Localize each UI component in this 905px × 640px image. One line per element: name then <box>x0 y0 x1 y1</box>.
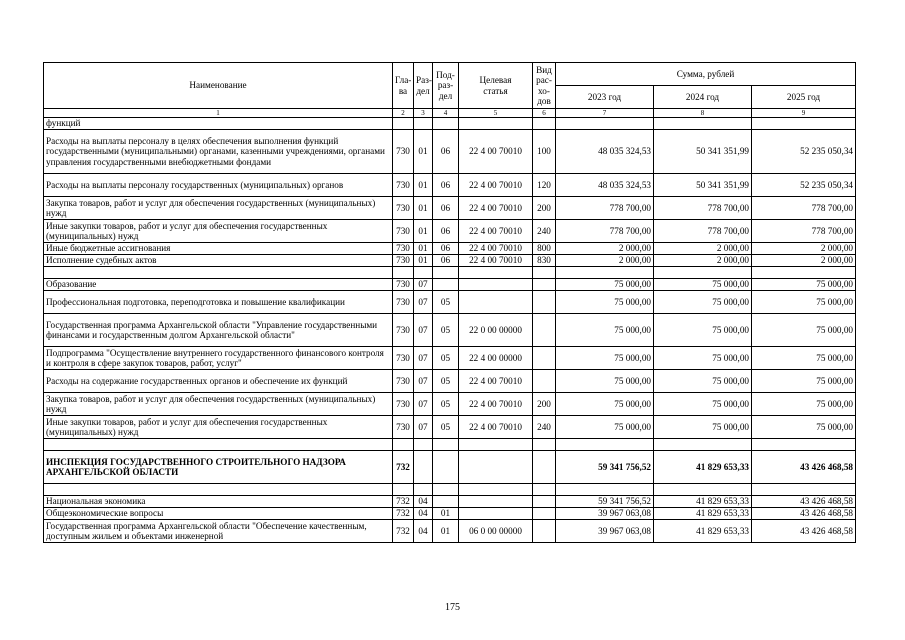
table-row <box>44 197 856 220</box>
sum-2024-cell: 2 000,00 <box>654 255 752 267</box>
target-article-cell: 06 0 00 00000 <box>459 520 533 543</box>
podrazdel-cell: 05 <box>433 416 459 439</box>
sum-2024-cell: 75 000,00 <box>654 347 752 370</box>
razdel-cell: 07 <box>414 347 433 370</box>
header-razdel: Раз- дел <box>414 63 433 109</box>
blank-row <box>44 267 856 279</box>
expense-type-cell <box>533 291 556 314</box>
razdel-cell: 01 <box>414 220 433 243</box>
table-row <box>44 255 856 267</box>
glava-cell: 730 <box>393 130 414 174</box>
glava-cell: 730 <box>393 347 414 370</box>
name-cell: Образование <box>44 279 393 291</box>
target-article-cell: 22 4 00 00000 <box>459 347 533 370</box>
podrazdel-cell: 05 <box>433 291 459 314</box>
expense-type-cell: 200 <box>533 393 556 416</box>
name-cell <box>44 267 393 279</box>
glava-cell: 732 <box>393 496 414 508</box>
razdel-cell: 01 <box>414 130 433 174</box>
target-article-cell: 22 4 00 70010 <box>459 174 533 197</box>
table-row <box>44 496 856 508</box>
target-article-cell <box>459 439 533 451</box>
table-row <box>44 370 856 393</box>
target-article-cell <box>459 118 533 130</box>
sum-2024-cell: 41 829 653,33 <box>654 451 752 484</box>
expense-type-cell: 100 <box>533 130 556 174</box>
name-cell: функций <box>44 118 393 130</box>
glava-cell: 730 <box>393 370 414 393</box>
header-row-top <box>44 63 856 86</box>
name-cell: Государственная программа Архангельской области "Обеспечение качественным, доступным жильем и объектами инженерной <box>44 520 393 543</box>
header-vid: Вид рас- хо- дов <box>533 63 556 109</box>
expense-type-cell <box>533 279 556 291</box>
sum-2024-cell: 50 341 351,99 <box>654 130 752 174</box>
sum-2024-cell: 778 700,00 <box>654 220 752 243</box>
podrazdel-cell <box>433 451 459 484</box>
sum-2025-cell: 2 000,00 <box>752 255 856 267</box>
sum-2025-cell: 75 000,00 <box>752 291 856 314</box>
sum-2024-cell: 75 000,00 <box>654 393 752 416</box>
table-row <box>44 520 856 543</box>
glava-cell <box>393 439 414 451</box>
razdel-cell <box>414 118 433 130</box>
sum-2023-cell: 75 000,00 <box>556 314 654 347</box>
sum-2023-cell: 2 000,00 <box>556 255 654 267</box>
name-cell: Общеэкономические вопросы <box>44 508 393 520</box>
target-article-cell <box>459 451 533 484</box>
sum-2023-cell: 59 341 756,52 <box>556 496 654 508</box>
target-article-cell: 22 0 00 00000 <box>459 314 533 347</box>
razdel-cell: 07 <box>414 291 433 314</box>
index-cell: 1 <box>44 109 393 118</box>
sum-2024-cell: 75 000,00 <box>654 314 752 347</box>
sum-2024-cell <box>654 484 752 496</box>
blank-row <box>44 484 856 496</box>
table-row <box>44 291 856 314</box>
podrazdel-cell: 01 <box>433 508 459 520</box>
sum-2023-cell <box>556 267 654 279</box>
podrazdel-cell: 05 <box>433 370 459 393</box>
expense-type-cell <box>533 267 556 279</box>
name-cell: Расходы на содержание государственных органов и обеспечение их функций <box>44 370 393 393</box>
sum-2023-cell: 48 035 324,53 <box>556 174 654 197</box>
target-article-cell: 22 4 00 70010 <box>459 197 533 220</box>
podrazdel-cell: 06 <box>433 243 459 255</box>
sum-2023-cell: 778 700,00 <box>556 197 654 220</box>
table-row <box>44 118 856 130</box>
sum-2024-cell: 75 000,00 <box>654 291 752 314</box>
expense-type-cell <box>533 451 556 484</box>
glava-cell: 732 <box>393 451 414 484</box>
sum-2025-cell: 778 700,00 <box>752 220 856 243</box>
index-cell: 5 <box>459 109 533 118</box>
sum-2025-cell: 52 235 050,34 <box>752 174 856 197</box>
target-article-cell <box>459 291 533 314</box>
sum-2024-cell: 75 000,00 <box>654 416 752 439</box>
index-cell: 2 <box>393 109 414 118</box>
name-cell: Расходы на выплаты персоналу в целях обеспечения выполнения функций государственными (муниципальными) органами, казенными учреждениями, органами управления государственными внебюджетными фондами <box>44 130 393 174</box>
name-cell: Расходы на выплаты персоналу государственных (муниципальных) органов <box>44 174 393 197</box>
target-article-cell: 22 4 00 70010 <box>459 370 533 393</box>
table-row <box>44 314 856 347</box>
glava-cell: 730 <box>393 197 414 220</box>
table-row <box>44 174 856 197</box>
expense-type-cell <box>533 118 556 130</box>
sum-2023-cell: 75 000,00 <box>556 393 654 416</box>
sum-2025-cell: 43 426 468,58 <box>752 508 856 520</box>
name-cell <box>44 439 393 451</box>
sum-2025-cell: 75 000,00 <box>752 279 856 291</box>
glava-cell: 732 <box>393 508 414 520</box>
sum-2025-cell: 43 426 468,58 <box>752 520 856 543</box>
glava-cell: 730 <box>393 243 414 255</box>
name-cell: Национальная экономика <box>44 496 393 508</box>
sum-2025-cell: 52 235 050,34 <box>752 130 856 174</box>
glava-cell: 730 <box>393 279 414 291</box>
target-article-cell <box>459 279 533 291</box>
podrazdel-cell <box>433 484 459 496</box>
name-cell: Профессиональная подготовка, переподготовка и повышение квалификации <box>44 291 393 314</box>
sum-2025-cell <box>752 267 856 279</box>
header-2024: 2024 год <box>654 86 752 109</box>
table-body <box>44 118 856 543</box>
glava-cell <box>393 118 414 130</box>
glava-cell <box>393 484 414 496</box>
expense-type-cell: 240 <box>533 416 556 439</box>
razdel-cell: 07 <box>414 393 433 416</box>
glava-cell: 730 <box>393 314 414 347</box>
header-glava: Гла- ва <box>393 63 414 109</box>
name-cell: Исполнение судебных актов <box>44 255 393 267</box>
razdel-cell: 07 <box>414 416 433 439</box>
podrazdel-cell <box>433 439 459 451</box>
table-row <box>44 347 856 370</box>
index-cell: 4 <box>433 109 459 118</box>
sum-2023-cell: 75 000,00 <box>556 279 654 291</box>
sum-2024-cell: 41 829 653,33 <box>654 496 752 508</box>
podrazdel-cell: 06 <box>433 130 459 174</box>
expense-type-cell <box>533 347 556 370</box>
sum-2024-cell <box>654 118 752 130</box>
razdel-cell: 04 <box>414 508 433 520</box>
target-article-cell <box>459 508 533 520</box>
table-row <box>44 220 856 243</box>
sum-2025-cell: 778 700,00 <box>752 197 856 220</box>
podrazdel-cell: 05 <box>433 314 459 347</box>
sum-2024-cell: 75 000,00 <box>654 370 752 393</box>
sum-2024-cell: 50 341 351,99 <box>654 174 752 197</box>
target-article-cell: 22 4 00 70010 <box>459 416 533 439</box>
glava-cell: 730 <box>393 174 414 197</box>
podrazdel-cell: 05 <box>433 393 459 416</box>
sum-2023-cell <box>556 118 654 130</box>
table-row <box>44 508 856 520</box>
podrazdel-cell: 06 <box>433 174 459 197</box>
sum-2024-cell: 41 829 653,33 <box>654 520 752 543</box>
index-cell: 6 <box>533 109 556 118</box>
name-cell: Иные бюджетные ассигнования <box>44 243 393 255</box>
table-row <box>44 130 856 174</box>
podrazdel-cell: 06 <box>433 255 459 267</box>
sum-2023-cell: 75 000,00 <box>556 370 654 393</box>
podrazdel-cell <box>433 496 459 508</box>
header-celevaya: Целевая статья <box>459 63 533 109</box>
razdel-cell <box>414 267 433 279</box>
expense-type-cell <box>533 520 556 543</box>
razdel-cell <box>414 484 433 496</box>
razdel-cell: 01 <box>414 243 433 255</box>
glava-cell: 732 <box>393 520 414 543</box>
sum-2024-cell: 41 829 653,33 <box>654 508 752 520</box>
sum-2025-cell <box>752 484 856 496</box>
expense-type-cell <box>533 370 556 393</box>
sum-2024-cell: 778 700,00 <box>654 197 752 220</box>
header-summa: Сумма, рублей <box>556 63 856 86</box>
header-2023: 2023 год <box>556 86 654 109</box>
razdel-cell: 07 <box>414 314 433 347</box>
sum-2023-cell: 39 967 063,08 <box>556 520 654 543</box>
target-article-cell: 22 4 00 70010 <box>459 130 533 174</box>
index-cell: 8 <box>654 109 752 118</box>
header-podrazdel: Под- раз- дел <box>433 63 459 109</box>
expense-type-cell <box>533 314 556 347</box>
table-row <box>44 393 856 416</box>
expense-type-cell: 800 <box>533 243 556 255</box>
name-cell <box>44 484 393 496</box>
name-cell: Иные закупки товаров, работ и услуг для обеспечения государственных (муниципальных) нужд <box>44 220 393 243</box>
podrazdel-cell <box>433 279 459 291</box>
target-article-cell: 22 4 00 70010 <box>459 255 533 267</box>
expense-type-cell: 830 <box>533 255 556 267</box>
razdel-cell: 07 <box>414 279 433 291</box>
sum-2025-cell: 75 000,00 <box>752 370 856 393</box>
sum-2025-cell <box>752 118 856 130</box>
glava-cell: 730 <box>393 393 414 416</box>
expense-type-cell: 120 <box>533 174 556 197</box>
blank-row <box>44 439 856 451</box>
sum-2023-cell: 75 000,00 <box>556 347 654 370</box>
podrazdel-cell: 05 <box>433 347 459 370</box>
sum-2024-cell <box>654 267 752 279</box>
sum-2023-cell <box>556 484 654 496</box>
header-name: Наименование <box>44 63 393 109</box>
razdel-cell: 04 <box>414 496 433 508</box>
razdel-cell: 07 <box>414 370 433 393</box>
expense-type-cell <box>533 484 556 496</box>
razdel-cell: 01 <box>414 174 433 197</box>
header-2025: 2025 год <box>752 86 856 109</box>
budget-table <box>43 62 856 543</box>
sum-2024-cell: 2 000,00 <box>654 243 752 255</box>
target-article-cell <box>459 484 533 496</box>
podrazdel-cell: 06 <box>433 197 459 220</box>
name-cell: Закупка товаров, работ и услуг для обеспечения государственных (муниципальных) нужд <box>44 197 393 220</box>
podrazdel-cell: 06 <box>433 220 459 243</box>
expense-type-cell: 200 <box>533 197 556 220</box>
sum-2024-cell: 75 000,00 <box>654 279 752 291</box>
index-cell: 7 <box>556 109 654 118</box>
podrazdel-cell <box>433 118 459 130</box>
index-row <box>44 109 856 118</box>
name-cell: Государственная программа Архангельской области "Управление государственными финансами и государственным долгом Архангельской области" <box>44 314 393 347</box>
razdel-cell <box>414 451 433 484</box>
sum-2025-cell: 43 426 468,58 <box>752 496 856 508</box>
sum-2025-cell: 75 000,00 <box>752 347 856 370</box>
target-article-cell: 22 4 00 70010 <box>459 243 533 255</box>
table-row <box>44 243 856 255</box>
sum-2023-cell: 778 700,00 <box>556 220 654 243</box>
sum-2024-cell <box>654 439 752 451</box>
table-row <box>44 451 856 484</box>
podrazdel-cell: 01 <box>433 520 459 543</box>
sum-2023-cell: 2 000,00 <box>556 243 654 255</box>
name-cell: ИНСПЕКЦИЯ ГОСУДАРСТВЕННОГО СТРОИТЕЛЬНОГО НАДЗОРА АРХАНГЕЛЬСКОЙ ОБЛАСТИ <box>44 451 393 484</box>
podrazdel-cell <box>433 267 459 279</box>
table-row <box>44 279 856 291</box>
sum-2025-cell: 2 000,00 <box>752 243 856 255</box>
name-cell: Закупка товаров, работ и услуг для обеспечения государственных (муниципальных) нужд <box>44 393 393 416</box>
expense-type-cell <box>533 508 556 520</box>
sum-2025-cell: 75 000,00 <box>752 393 856 416</box>
razdel-cell <box>414 439 433 451</box>
expense-type-cell <box>533 439 556 451</box>
glava-cell: 730 <box>393 255 414 267</box>
sum-2025-cell: 75 000,00 <box>752 314 856 347</box>
glava-cell <box>393 267 414 279</box>
page-number: 175 <box>445 602 460 613</box>
target-article-cell <box>459 267 533 279</box>
sum-2023-cell: 75 000,00 <box>556 416 654 439</box>
sum-2023-cell: 48 035 324,53 <box>556 130 654 174</box>
sum-2025-cell <box>752 439 856 451</box>
expense-type-cell <box>533 496 556 508</box>
index-cell: 9 <box>752 109 856 118</box>
sum-2025-cell: 43 426 468,58 <box>752 451 856 484</box>
razdel-cell: 01 <box>414 255 433 267</box>
index-cell: 3 <box>414 109 433 118</box>
razdel-cell: 04 <box>414 520 433 543</box>
name-cell: Подпрограмма "Осуществление внутреннего государственного финансового контроля и контроля в сфере закупок товаров, работ, услуг" <box>44 347 393 370</box>
expense-type-cell: 240 <box>533 220 556 243</box>
sum-2023-cell <box>556 439 654 451</box>
target-article-cell: 22 4 00 70010 <box>459 220 533 243</box>
glava-cell: 730 <box>393 416 414 439</box>
table-row <box>44 416 856 439</box>
sum-2023-cell: 59 341 756,52 <box>556 451 654 484</box>
glava-cell: 730 <box>393 291 414 314</box>
sum-2023-cell: 39 967 063,08 <box>556 508 654 520</box>
name-cell: Иные закупки товаров, работ и услуг для обеспечения государственных (муниципальных) нужд <box>44 416 393 439</box>
razdel-cell: 01 <box>414 197 433 220</box>
target-article-cell: 22 4 00 70010 <box>459 393 533 416</box>
glava-cell: 730 <box>393 220 414 243</box>
sum-2023-cell: 75 000,00 <box>556 291 654 314</box>
sum-2025-cell: 75 000,00 <box>752 416 856 439</box>
target-article-cell <box>459 496 533 508</box>
